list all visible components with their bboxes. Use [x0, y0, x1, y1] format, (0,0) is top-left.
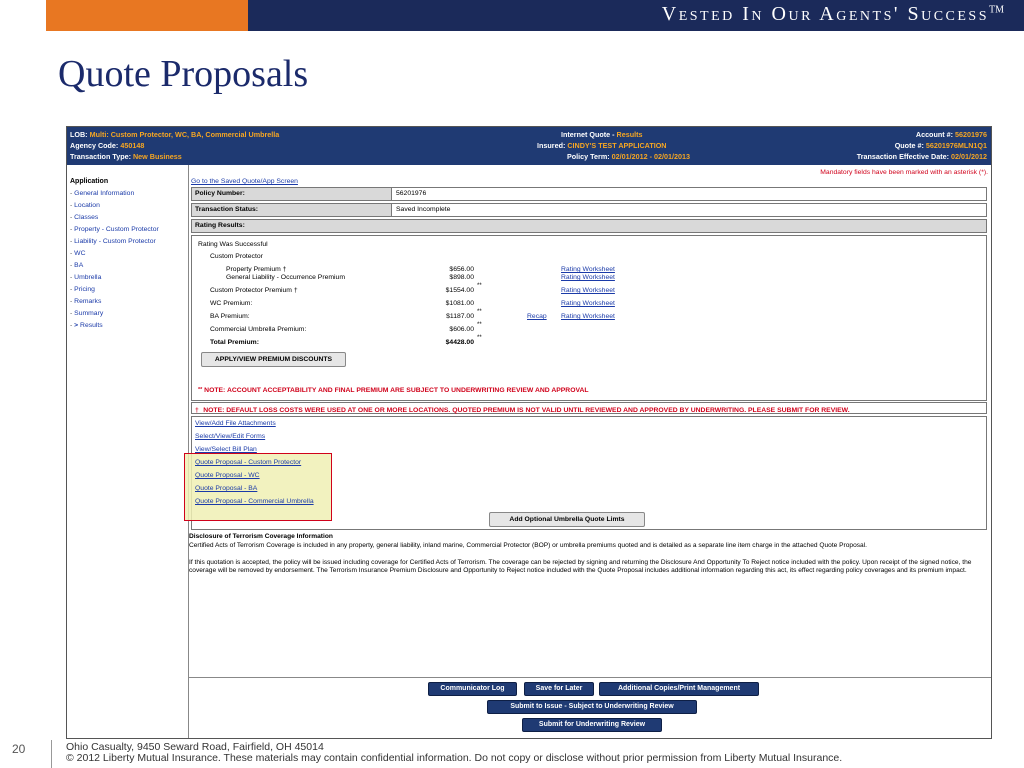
- footer-copyright: © 2012 Liberty Mutual Insurance. These materials may contain confidential information. Do not copy or disclose without prior permission from Liberty Mutual Insurance.: [66, 752, 843, 764]
- quote-proposal-wc-link[interactable]: Quote Proposal - WC: [195, 472, 260, 479]
- rating-results-label: Rating Results:: [195, 222, 245, 229]
- sidebar-item-liability[interactable]: - Liability - Custom Protector: [70, 238, 156, 245]
- sidebar-item-general-information[interactable]: - General Information: [70, 190, 135, 197]
- sidebar-title: Application: [70, 178, 109, 185]
- chevron-right-icon: >: [74, 322, 79, 329]
- umbrella-premium-label: Commercial Umbrella Premium:: [210, 326, 307, 333]
- page-number: 20: [12, 742, 26, 756]
- rating-worksheet-property-link[interactable]: Rating Worksheet: [561, 266, 615, 273]
- acceptability-note: ** NOTE: ACCOUNT ACCEPTABILITY AND FINAL PREMIUM ARE SUBJECT TO UNDERWRITING REVIEW AND APPROVAL: [198, 387, 589, 394]
- banner-navy-bar: [248, 0, 1024, 31]
- communicator-log-button[interactable]: Communicator Log: [428, 682, 517, 696]
- rating-results-panel: [191, 235, 987, 401]
- app-header: [67, 127, 991, 165]
- sidebar-item-summary[interactable]: - Summary: [70, 310, 104, 317]
- effective-date: Transaction Effective Date: 02/01/2012: [856, 152, 987, 161]
- rating-worksheet-cp-link[interactable]: Rating Worksheet: [561, 287, 615, 294]
- custom-protector-heading: Custom Protector: [210, 253, 263, 260]
- policy-number-row: [191, 187, 987, 201]
- total-asterisks: **: [477, 335, 482, 341]
- save-for-later-button[interactable]: Save for Later: [524, 682, 594, 696]
- bill-plan-link[interactable]: View/Select Bill Plan: [195, 446, 257, 453]
- sidebar-item-remarks[interactable]: - Remarks: [70, 298, 102, 305]
- add-umbrella-limits-button[interactable]: Add Optional Umbrella Quote Limts: [489, 512, 645, 527]
- edit-forms-link[interactable]: Select/View/Edit Forms: [195, 433, 266, 440]
- sidebar-nav: [67, 165, 189, 739]
- insured-name: Insured: CINDY'S TEST APPLICATION: [537, 141, 667, 150]
- quote-number: Quote #: 56201976MLN1Q1: [894, 141, 987, 150]
- slide-title: Quote Proposals: [58, 53, 309, 95]
- app-screenshot: [66, 126, 992, 739]
- umbrella-asterisks: **: [477, 322, 482, 328]
- recap-link[interactable]: Recap: [527, 313, 547, 320]
- ba-asterisks: **: [477, 309, 482, 315]
- tagline: Vested In Our Agents' Success™: [661, 3, 1004, 25]
- transaction-status-label: Transaction Status:: [192, 204, 392, 216]
- policy-number-label: Policy Number:: [192, 188, 392, 200]
- gl-premium-amount: $898.00: [449, 274, 474, 281]
- sidebar-item-location[interactable]: - Location: [70, 202, 100, 209]
- banner-orange-block: [46, 0, 248, 31]
- rating-worksheet-ba-link[interactable]: Rating Worksheet: [561, 313, 615, 320]
- sidebar-item-results[interactable]: - > Results: [70, 322, 103, 329]
- lob-field: LOB: Multi: Custom Protector, WC, BA, Commercial Umbrella: [70, 130, 280, 139]
- cp-premium-amount: $1554.00: [445, 287, 474, 294]
- property-premium-label: Property Premium †: [226, 266, 287, 273]
- policy-term: Policy Term: 02/01/2012 - 02/01/2013: [567, 152, 690, 161]
- cp-premium-label: Custom Protector Premium †: [210, 287, 298, 294]
- sidebar-item-ba[interactable]: - BA: [70, 262, 84, 269]
- mandatory-note: Mandatory fields have been marked with an asterisk (*).: [820, 169, 988, 176]
- transaction-status-value: Saved Incomplete: [396, 206, 451, 213]
- internet-quote-status: Internet Quote - Results: [561, 130, 643, 139]
- disclosure-paragraph-1: Certified Acts of Terrorism Coverage is included in any property, general liability, inland marine, Commercial Protector (BOP) or umbrella premiums quoted and is detailed as a separate line item charge in the attached Quote Proposal.: [189, 541, 868, 549]
- disclosure-title: Disclosure of Terrorism Coverage Information: [189, 533, 333, 540]
- main-content: [189, 165, 991, 739]
- additional-copies-button[interactable]: Additional Copies/Print Management: [599, 682, 759, 696]
- sidebar-item-classes[interactable]: - Classes: [70, 214, 99, 221]
- apply-premium-discounts-button[interactable]: APPLY/VIEW PREMIUM DISCOUNTS: [201, 352, 346, 367]
- sidebar-item-pricing[interactable]: - Pricing: [70, 286, 95, 293]
- quote-proposal-umbrella-link[interactable]: Quote Proposal - Commercial Umbrella: [195, 498, 314, 505]
- terrorism-disclosure: [189, 533, 991, 576]
- umbrella-premium-amount: $606.00: [449, 326, 474, 333]
- transaction-status-row: [191, 203, 987, 217]
- rating-successful: Rating Was Successful: [198, 241, 268, 248]
- action-bar: [189, 677, 991, 739]
- ba-premium-label: BA Premium:: [210, 313, 250, 320]
- banner-blank: [0, 0, 46, 31]
- rating-worksheet-wc-link[interactable]: Rating Worksheet: [561, 300, 615, 307]
- quote-proposal-ba-link[interactable]: Quote Proposal - BA: [195, 485, 258, 492]
- footer-address: Ohio Casualty, 9450 Seward Road, Fairfield, OH 45014: [66, 741, 324, 753]
- saved-quote-link[interactable]: Go to the Saved Quote/App Screen: [191, 178, 298, 185]
- submit-underwriting-button[interactable]: Submit for Underwriting Review: [522, 718, 662, 732]
- documents-links-box: [191, 416, 987, 530]
- sidebar-item-wc[interactable]: - WC: [70, 250, 86, 257]
- total-premium-amount: $4428.00: [445, 339, 474, 346]
- sidebar-item-property[interactable]: - Property - Custom Protector: [70, 226, 159, 233]
- wc-premium-label: WC Premium:: [210, 300, 253, 307]
- agency-code: Agency Code: 450148: [70, 141, 145, 150]
- rating-results-header: [191, 219, 987, 233]
- total-premium-label: Total Premium:: [210, 339, 259, 346]
- property-premium-amount: $656.00: [449, 266, 474, 273]
- footer-divider: [51, 740, 52, 768]
- disclosure-paragraph-2: If this quotation is accepted, the policy will be issued including coverage for Certified Acts of Terrorism. The coverage can be rejected by signing and returning the Disclosure And Opportunity To Reject notice included with the policy. Upon receipt of the signed notice, the coverage will be removed by endorsement. The Terrorism Insurance Premium Disclosure and Opportunity to Reject notice included with the Quote Proposal includes additional information regarding this act, its effect regarding policy coverages and its premium impact.: [189, 558, 972, 575]
- gl-premium-label: General Liability - Occurrence Premium: [226, 274, 345, 281]
- rating-worksheet-gl-link[interactable]: Rating Worksheet: [561, 274, 615, 281]
- policy-number-value: 56201976: [396, 190, 427, 197]
- file-attachments-link[interactable]: View/Add File Attachments: [195, 420, 276, 427]
- transaction-type: Transaction Type: New Business: [70, 152, 182, 161]
- wc-premium-amount: $1081.00: [445, 300, 474, 307]
- cp-asterisks: **: [477, 283, 482, 289]
- ba-premium-amount: $1187.00: [446, 313, 474, 320]
- quote-proposal-custom-protector-link[interactable]: Quote Proposal - Custom Protector: [195, 459, 302, 466]
- account-number: Account #: 56201976: [915, 130, 987, 139]
- default-loss-note: † NOTE: DEFAULT LOSS COSTS WERE USED AT ONE OR MORE LOCATIONS. QUOTED PREMIUM IS NOT VALID UNTIL REVIEWED AND APPROVED BY UNDERWRITING. PLEASE SUBMIT FOR REVIEW.: [191, 402, 987, 414]
- sidebar-item-umbrella[interactable]: - Umbrella: [70, 274, 102, 281]
- submit-to-issue-button[interactable]: Submit to Issue - Subject to Underwriting Review: [487, 700, 697, 714]
